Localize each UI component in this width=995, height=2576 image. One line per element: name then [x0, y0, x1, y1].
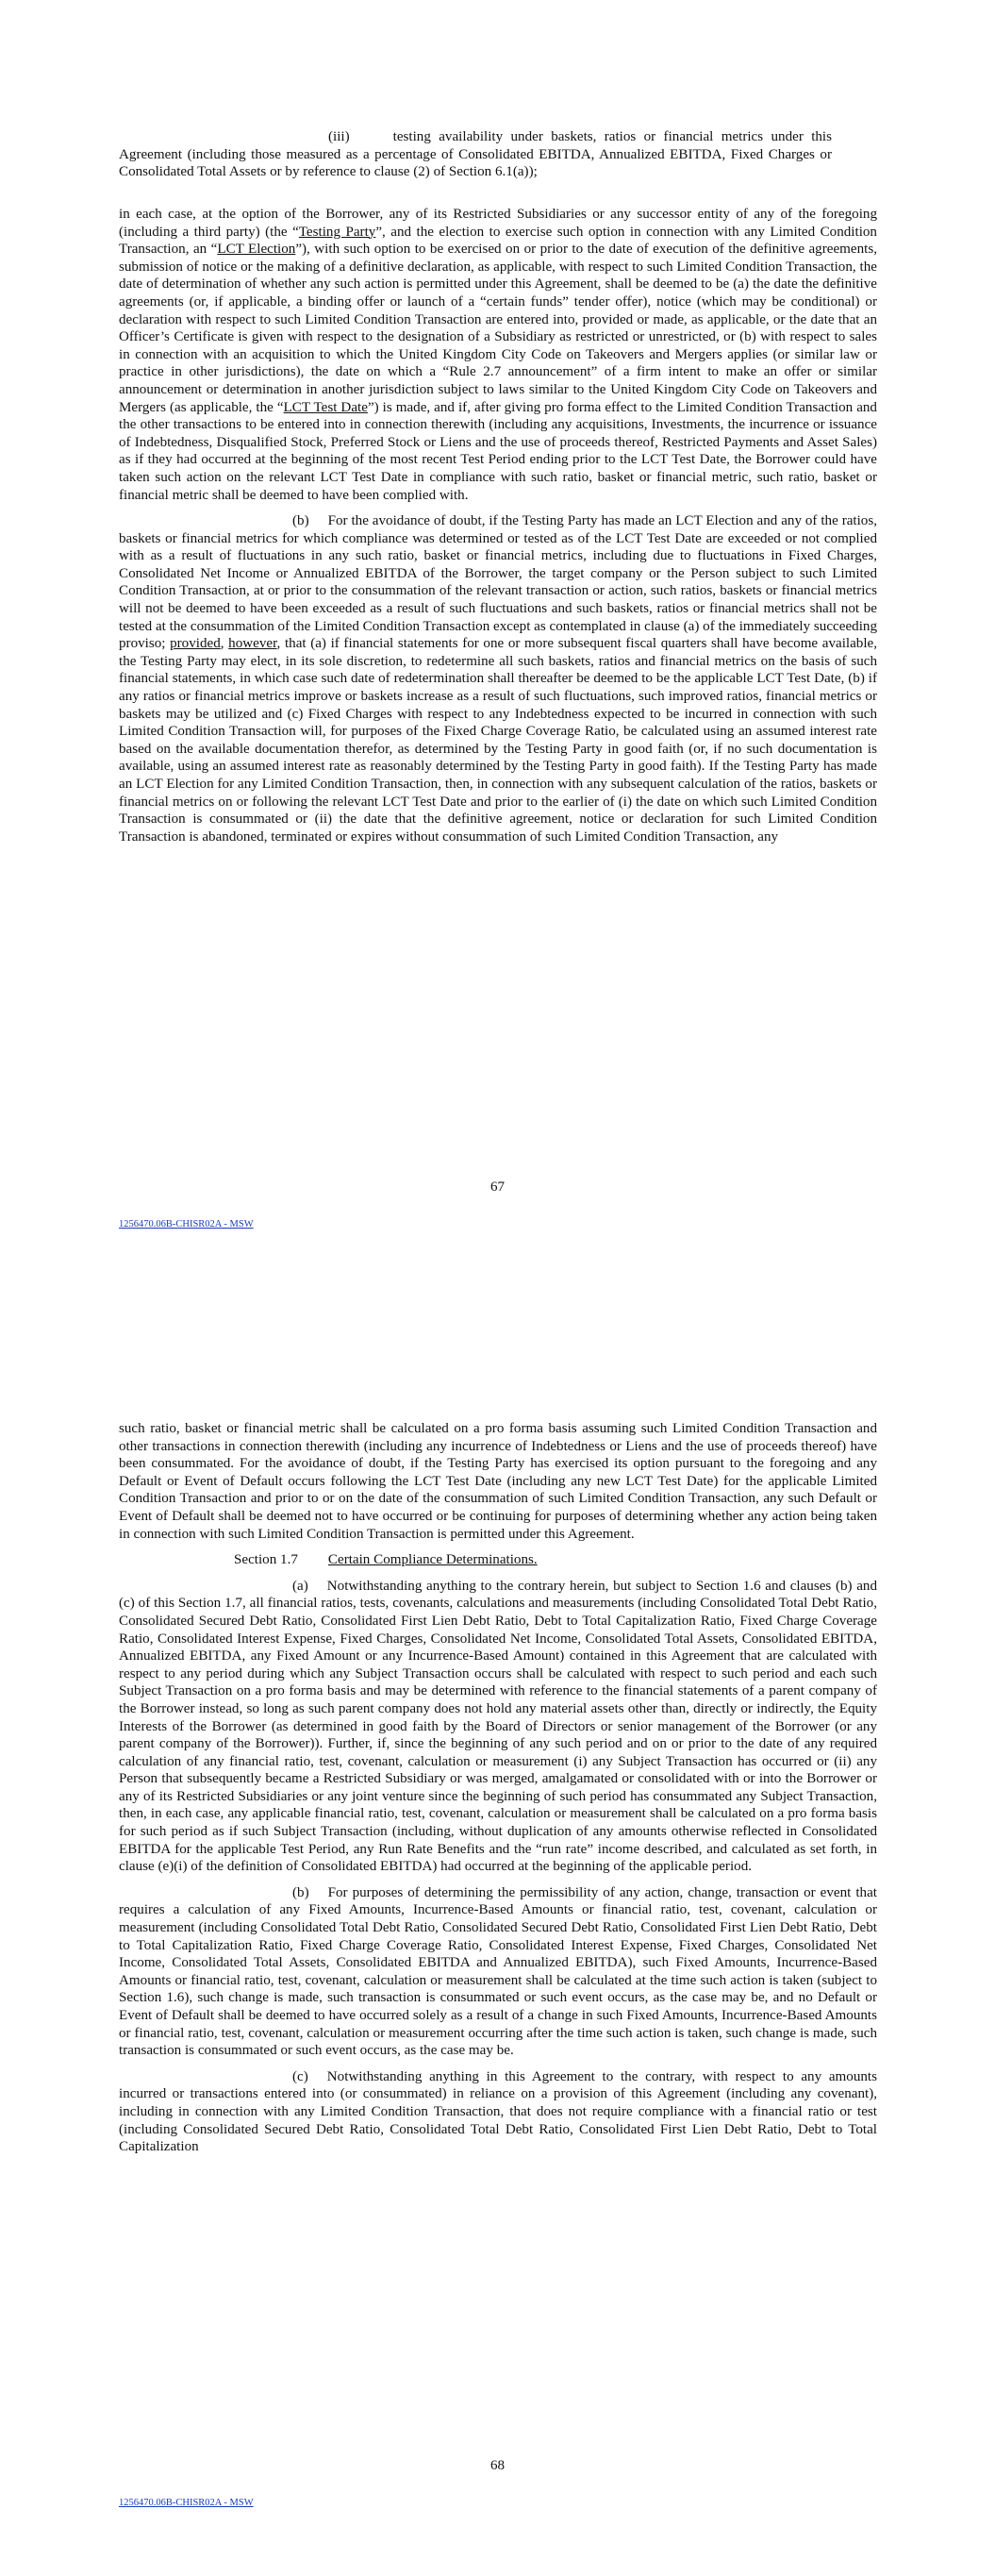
page-68 — [0, 1288, 995, 2576]
lct-test-date-term: LCT Test Date — [283, 399, 368, 415]
paragraph-b-label: (b) — [292, 513, 309, 529]
paragraph-b-avoidance-of-doubt: (b) For the avoidance of doubt, if the Testing Party has made an LCT Election and any of the ratios, baskets or financial metrics for which compliance was determined or tested as of the LCT Test Date are exceeded or not complied with as a result of fluctuations in any such ratio, basket or financial metrics, including due to fluctuations in Fixed Charges, Consolidated Net Income or Annualized EBITDA of the Borrower, the target company or the Person subject to such Limited Condition Transaction, at or prior to the consummation of the relevant transaction or action, such ratios, baskets or financial metrics will not be deemed to have been exceeded as a result of such fluctuations and such baskets, ratios or financial metrics shall not be tested at the consummation of the Limited Condition Transaction except as contemplated in clause (a) of the immediately succeeding proviso; provided, however, that (a) if financial statements for one or more subsequent fiscal quarters shall have become available, the Testing Party may elect, in its sole discretion, to redetermine all such baskets, ratios and financial metrics on the basis of such financial statements, in which case such date of redetermination shall thereafter be deemed to be the applicable LCT Test Date, (b) if any ratios or financial metrics improve or baskets increase as a result of such fluctuations, such improved ratios, financial metrics or baskets may be utilized and (c) Fixed Charges with respect to any Indebtedness expected to be incurred in connection with such Limited Condition Transaction will, for purposes of the Fixed Charge Coverage Ratio, be calculated using an assumed interest rate based on the available documentation therefor, as determined by the Testing Party in good faith (or, if no such documentation is available, using an assumed interest rate as reasonably determined by the Testing Party in good faith). If the Testing Party has made an LCT Election for any Limited Condition Transaction, then, in connection with any subsequent calculation of the ratios, baskets or financial metrics on or following the relevant LCT Test Date and prior to the earlier of (i) the date on which such Limited Condition Transaction is consummated or (ii) the date that the definitive agreement, notice or declaration for such Limited Condition Transaction is abandoned, terminated or expires without consummation of such Limited Condition Transaction, any — [119, 513, 878, 845]
provided-term: provided — [170, 636, 221, 652]
document-footer-id[interactable]: 1256470.06B-CHISR02A - MSW — [119, 1219, 254, 1229]
paragraph-a-compliance: (a) Notwithstanding anything to the contrary herein, but subject to Section 1.6 and clauses (b) and (c) of this Section 1.7, all financial ratios, tests, covenants, calculations and measurements (including Consolidated Total Debt Ratio, Consolidated Secured Debt Ratio, Consolidated First Lien Debt Ratio, Debt to Total Capitalization Ratio, Fixed Charge Coverage Ratio, Consolidated Interest Expense, Fixed Charges, Consolidated Net Income, Consolidated Total Assets, Consolidated EBITDA, Annualized EBITDA, any Fixed Amount or any Incurrence-Based Amount) contained in this Agreement that are calculated with respect to any period during which any Subject Transaction occurs shall be calculated with respect to such period and each such Subject Transaction on a pro forma basis and may be determined with reference to the financial statements of a parent company of the Borrower instead, so long as such parent company does not hold any material assets other than, directly or indirectly, the Equity Interests of the Borrower (as determined in good faith by the Board of Directors or senior management of the Borrower (or any parent company of the Borrower)). Further, if, since the beginning of any such period and on or prior to the date of any required calculation of any financial ratio, test, covenant, calculation or measurement (i) any Subject Transaction has occurred or (ii) any Person that subsequently became a Restricted Subsidiary or was merged, amalgamated or consolidated with or into the Borrower or any of its Restricted Subsidiaries or any joint venture since the beginning of such period has consummated any Subject Transaction, then, in each case, any applicable financial ratio, test, covenant, calculation or measurement shall be calculated on a pro forma basis for such period as if such Subject Transaction (including, without duplication of any amounts otherwise reflected in Consolidated EBITDA for the applicable Test Period, any Run Rate Benefits and the “run rate” income described, and calculated as set forth, in clause (e)(i) of the definition of Consolidated EBITDA) had occurred at the beginning of the applicable period. — [119, 1578, 877, 1875]
paragraph-b-label: (b) — [292, 1884, 309, 1900]
section-heading — [119, 1551, 877, 1569]
document-footer-id[interactable]: 1256470.06B-CHISR02A - MSW — [119, 2498, 254, 2508]
clause-iii-label: (iii) — [328, 129, 350, 144]
clause-iii — [119, 128, 832, 181]
section-title: Certain Compliance Determinations. — [327, 1552, 538, 1568]
paragraph-c-label: (c) — [292, 2068, 308, 2084]
testing-party-term: Testing Party — [298, 224, 376, 240]
page-number: 67 — [489, 1179, 506, 1195]
page-68-body — [119, 1420, 877, 2165]
clause-iii-text: testing availability under baskets, ratios or financial metrics under this Agreement (including those measured as a percentage of Consolidated EBITDA, Annualized EBITDA, Fixed Charges or Consolidated Total Assets or by reference to clause (2) of Section 6.1(a)); — [119, 129, 832, 180]
paragraph-a-label: (a) — [292, 1578, 308, 1594]
continuation-paragraph: such ratio, basket or financial metric shall be calculated on a pro forma basis assuming such Limited Condition Transaction and other transactions in connection therewith (including any incurrence of Indebtedness or Liens and the use of proceeds thereof) have been consummated. For the avoidance of doubt, if the Testing Party has exercised its option pursuant to the foregoing and any Default or Event of Default occurs following the LCT Test Date (including any new LCT Test Date) for the applicable Limited Condition Transaction and prior to or on the date of the consummation of such Limited Condition Transaction, any such Default or Event of Default shall be deemed not to have occurred or be continuing for purposes of determining whether any action being taken in connection with such Limited Condition Transaction is permitted under this Agreement. — [119, 1421, 877, 1542]
lct-election-term: LCT Election — [217, 242, 296, 258]
page-67-body — [119, 206, 877, 854]
page-number: 68 — [489, 2458, 506, 2473]
paragraph-b-permissibility: (b) For purposes of determining the permissibility of any action, change, transaction or event that requires a calculation of any Fixed Amounts, Incurrence-Based Amounts or financial ratio, test, covenant, calculation or measurement (including Consolidated Total Debt Ratio, Consolidated Secured Debt Ratio, Consolidated First Lien Debt Ratio, Debt to Total Capitalization Ratio, Fixed Charge Coverage Ratio, Consolidated Interest Expense, Fixed Charges, Consolidated Net Income, Consolidated Total Assets, Consolidated EBITDA and Annualized EBITDA), such Fixed Amounts, Incurrence-Based Amounts or financial ratio, test, covenant, calculation or measurement shall be calculated at the time such action is taken (subject to Section 1.6), such change is made, such transaction is consummated or such event occurs, as the case may be, and no Default or Event of Default shall be deemed to have occurred solely as a result of a change in such Fixed Amounts, Incurrence-Based Amounts or financial ratio, test, covenant, calculation or measurement occurring after the time such action is taken, such change is made, such transaction is consummated or such event occurs, as the case may be. — [119, 1884, 877, 2059]
lct-election-paragraph: in each case, at the option of the Borrower, any of its Restricted Subsidiaries or any successor entity of any of the foregoing (including a third party) (the “Testing Party”, and the election to exercise such option in connection with any Limited Condition Transaction, an “LCT Election”), with such option to be exercised on or prior to the date of execution of the definitive agreements, submission of notice or the making of a definitive declaration, as applicable, with respect to such Limited Condition Transaction, the date of determination of whether any such action is permitted under this Agreement, shall be deemed to be (a) the date the definitive agreements (or, if applicable, a binding offer or launch of a “certain funds” tender offer), notice (which may be conditional) or declaration with respect to such Limited Condition Transaction are entered into, provided or made, as applicable, or the date that an Officer’s Certificate is given with respect to the designation of a Subsidiary as restricted or unrestricted, or (b) with respect to sales in connection with an acquisition to which the United Kingdom City Code on Takeovers and Mergers applies (or similar law or practice in other jurisdictions), the date on which a “Rule 2.7 announcement” of a firm intent to make an offer or similar announcement or determination in another jurisdiction subject to laws similar to the United Kingdom City Code on Takeovers and Mergers (as applicable, the “LCT Test Date”) is made, and if, after giving pro forma effect to the Limited Condition Transaction and the other transactions to be entered into in connection therewith (including any acquisitions, Investments, the incurrence or issuance of Indebtedness, Disqualified Stock, Preferred Stock or Liens and the use of proceeds thereof, Restricted Payments and Asset Sales) as if they had occurred at the beginning of the most recent Test Period ending prior to the LCT Test Date, the Borrower could have taken such action on the relevant LCT Test Date in compliance with such ratio, basket or financial metric, such ratio, basket or financial metric shall be deemed to have been complied with. — [119, 207, 877, 503]
section-number: Section 1.7 — [234, 1552, 298, 1568]
paragraph-c-notwithstanding: (c) Notwithstanding anything in this Agreement to the contrary, with respect to any amounts incurred or transactions entered into (or consummated) in reliance on a provision of this Agreement (including any covenant), including in connection with any Limited Condition Transaction, that does not require compliance with a financial ratio or test (including Consolidated Secured Debt Ratio, Consolidated Total Debt Ratio, Consolidated First Lien Debt Ratio, Debt to Total Capitalization — [119, 2068, 877, 2155]
however-term: however — [228, 636, 277, 652]
